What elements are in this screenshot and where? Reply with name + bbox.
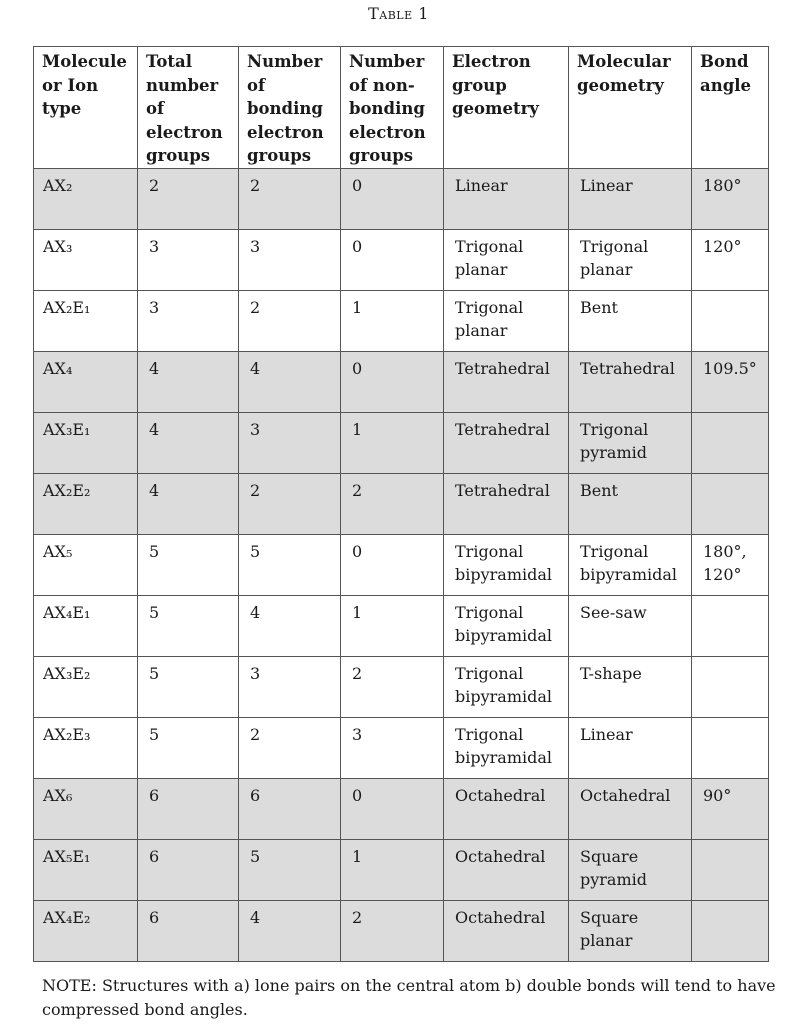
cell-molecule-type: AX₃ — [34, 229, 138, 290]
cell-electron-geometry: Linear — [444, 168, 569, 229]
table-row — [34, 534, 769, 595]
cell-nonbonding-groups: 1 — [341, 290, 444, 351]
cell-bonding-groups: 2 — [239, 717, 341, 778]
cell-molecule-type: AX₄E₁ — [34, 595, 138, 656]
cell-molecular-geometry: Square planar — [569, 900, 692, 961]
cell-nonbonding-groups: 3 — [341, 717, 444, 778]
cell-electron-geometry: Tetrahedral — [444, 412, 569, 473]
cell-bonding-groups: 5 — [239, 839, 341, 900]
table-row — [34, 656, 769, 717]
cell-molecule-type: AX₂E₁ — [34, 290, 138, 351]
vsepr-table — [33, 46, 769, 962]
cell-bond-angle — [692, 412, 769, 473]
cell-bonding-groups: 3 — [239, 412, 341, 473]
cell-total-groups: 5 — [138, 595, 239, 656]
table-row — [34, 168, 769, 229]
cell-total-groups: 5 — [138, 656, 239, 717]
cell-bonding-groups: 5 — [239, 534, 341, 595]
cell-bond-angle — [692, 473, 769, 534]
cell-molecular-geometry: Linear — [569, 717, 692, 778]
cell-nonbonding-groups: 1 — [341, 839, 444, 900]
cell-bond-angle — [692, 839, 769, 900]
cell-total-groups: 6 — [138, 900, 239, 961]
cell-electron-geometry: Trigonal bipyramidal — [444, 717, 569, 778]
cell-molecule-type: AX₆ — [34, 778, 138, 839]
cell-nonbonding-groups: 0 — [341, 351, 444, 412]
cell-nonbonding-groups: 0 — [341, 168, 444, 229]
header-bond-angle: Bond angle — [692, 47, 769, 169]
cell-bonding-groups: 2 — [239, 290, 341, 351]
cell-bond-angle — [692, 595, 769, 656]
cell-molecular-geometry: Octahedral — [569, 778, 692, 839]
cell-molecule-type: AX₅E₁ — [34, 839, 138, 900]
cell-total-groups: 5 — [138, 534, 239, 595]
cell-electron-geometry: Trigonal bipyramidal — [444, 534, 569, 595]
cell-total-groups: 4 — [138, 473, 239, 534]
cell-molecule-type: AX₄ — [34, 351, 138, 412]
cell-electron-geometry: Octahedral — [444, 839, 569, 900]
cell-molecular-geometry: See-saw — [569, 595, 692, 656]
cell-nonbonding-groups: 0 — [341, 534, 444, 595]
cell-total-groups: 5 — [138, 717, 239, 778]
cell-molecular-geometry: Bent — [569, 290, 692, 351]
table-row — [34, 595, 769, 656]
header-electron-geometry: Electron group geometry — [444, 47, 569, 169]
cell-molecular-geometry: Trigonal pyramid — [569, 412, 692, 473]
cell-molecule-type: AX₃E₂ — [34, 656, 138, 717]
cell-electron-geometry: Trigonal bipyramidal — [444, 656, 569, 717]
table-row — [34, 839, 769, 900]
cell-bond-angle — [692, 900, 769, 961]
cell-nonbonding-groups: 0 — [341, 778, 444, 839]
cell-bonding-groups: 4 — [239, 900, 341, 961]
cell-molecular-geometry: Bent — [569, 473, 692, 534]
cell-bond-angle — [692, 656, 769, 717]
header-bonding-groups: Number of bonding electron groups — [239, 47, 341, 169]
cell-electron-geometry: Trigonal planar — [444, 290, 569, 351]
header-nonbonding-groups: Number of non-bonding electron groups — [341, 47, 444, 169]
cell-total-groups: 3 — [138, 290, 239, 351]
cell-nonbonding-groups: 2 — [341, 473, 444, 534]
cell-electron-geometry: Octahedral — [444, 900, 569, 961]
cell-molecule-type: AX₂E₃ — [34, 717, 138, 778]
cell-electron-geometry: Trigonal bipyramidal — [444, 595, 569, 656]
cell-electron-geometry: Trigonal planar — [444, 229, 569, 290]
header-molecular-geometry: Molecular geometry — [569, 47, 692, 169]
cell-molecule-type: AX₂E₂ — [34, 473, 138, 534]
table-row — [34, 778, 769, 839]
cell-bond-angle: 109.5° — [692, 351, 769, 412]
table-row — [34, 290, 769, 351]
cell-electron-geometry: Tetrahedral — [444, 473, 569, 534]
cell-bond-angle — [692, 717, 769, 778]
footnote: NOTE: Structures with a) lone pairs on the central atom b) double bonds will tend to have compressed bond angles. — [42, 976, 776, 1019]
table-row — [34, 717, 769, 778]
cell-molecular-geometry: Linear — [569, 168, 692, 229]
cell-total-groups: 4 — [138, 412, 239, 473]
cell-electron-geometry: Tetrahedral — [444, 351, 569, 412]
cell-electron-geometry: Octahedral — [444, 778, 569, 839]
cell-bond-angle: 120° — [692, 229, 769, 290]
cell-bonding-groups: 2 — [239, 473, 341, 534]
cell-bonding-groups: 6 — [239, 778, 341, 839]
table-row — [34, 473, 769, 534]
cell-nonbonding-groups: 2 — [341, 900, 444, 961]
cell-molecule-type: AX₃E₁ — [34, 412, 138, 473]
cell-bond-angle: 180°, 120° — [692, 534, 769, 595]
cell-molecule-type: AX₄E₂ — [34, 900, 138, 961]
cell-bond-angle: 90° — [692, 778, 769, 839]
cell-total-groups: 2 — [138, 168, 239, 229]
cell-bonding-groups: 4 — [239, 351, 341, 412]
cell-bonding-groups: 3 — [239, 229, 341, 290]
cell-bonding-groups: 4 — [239, 595, 341, 656]
header-total-groups: Total number of electron groups — [138, 47, 239, 169]
table-title: Table 1 — [368, 4, 429, 23]
header-molecule-type: Molecule or Ion type — [34, 47, 138, 169]
cell-molecular-geometry: Tetrahedral — [569, 351, 692, 412]
table-row — [34, 351, 769, 412]
cell-bond-angle: 180° — [692, 168, 769, 229]
cell-molecule-type: AX₂ — [34, 168, 138, 229]
table-body — [34, 168, 769, 961]
cell-bonding-groups: 3 — [239, 656, 341, 717]
header-row — [34, 47, 769, 169]
cell-molecular-geometry: T-shape — [569, 656, 692, 717]
cell-molecular-geometry: Square pyramid — [569, 839, 692, 900]
cell-bond-angle — [692, 290, 769, 351]
cell-total-groups: 3 — [138, 229, 239, 290]
cell-total-groups: 6 — [138, 778, 239, 839]
cell-nonbonding-groups: 2 — [341, 656, 444, 717]
cell-molecular-geometry: Trigonal bipyramidal — [569, 534, 692, 595]
cell-molecular-geometry: Trigonal planar — [569, 229, 692, 290]
cell-nonbonding-groups: 1 — [341, 412, 444, 473]
cell-total-groups: 6 — [138, 839, 239, 900]
table-row — [34, 412, 769, 473]
cell-nonbonding-groups: 0 — [341, 229, 444, 290]
cell-nonbonding-groups: 1 — [341, 595, 444, 656]
cell-molecule-type: AX₅ — [34, 534, 138, 595]
cell-bonding-groups: 2 — [239, 168, 341, 229]
table-row — [34, 229, 769, 290]
table-row — [34, 900, 769, 961]
cell-total-groups: 4 — [138, 351, 239, 412]
